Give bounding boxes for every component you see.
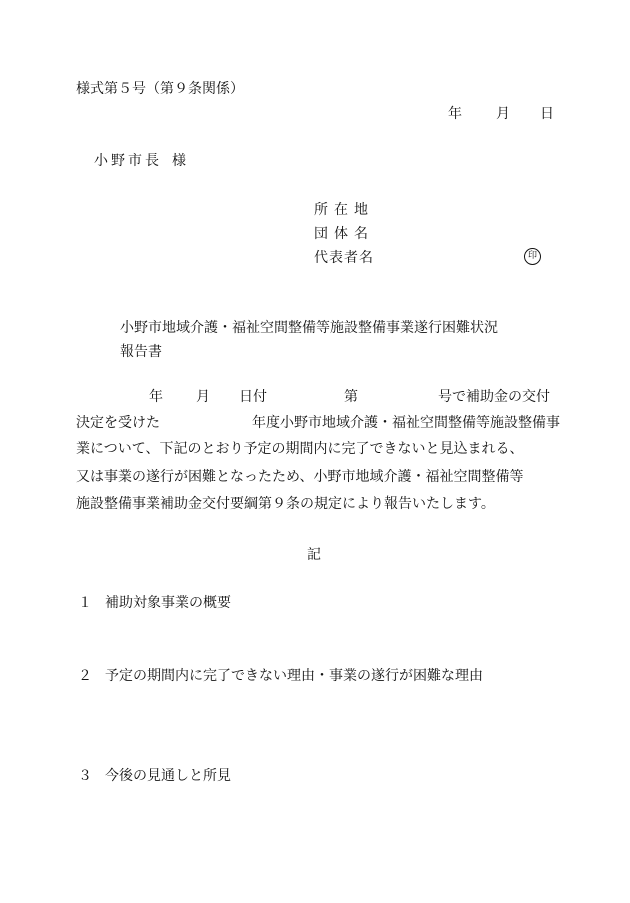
document-title-line2: 報告書 (120, 344, 162, 360)
seal-mark: 印 (524, 248, 541, 265)
body-dated-label: 日付 (239, 389, 267, 405)
form-number: 様式第５号（第９条関係） (76, 81, 244, 97)
body-line1-tail: 号で補助金の交付 (438, 389, 550, 405)
body-line-4: 又は事業の遂行が困難となったため、小野市地域介護・福祉空間整備等 (76, 469, 524, 485)
body-line2-part2: 年度小野市地域介護・福祉空間整備等施設整備事 (252, 415, 560, 431)
date-month-label: 月 (496, 106, 510, 122)
body-line-1 (76, 388, 556, 406)
item-2 (76, 667, 556, 685)
item-text: 予定の期間内に完了できない理由・事業の遂行が困難な理由 (105, 668, 483, 684)
ki-heading: 記 (307, 547, 321, 563)
item-number: ２ (78, 668, 92, 684)
body-month-label: 月 (196, 389, 210, 405)
applicant-address-label: 所在地 (314, 202, 374, 218)
date-day-label: 日 (540, 106, 554, 122)
body-line-3: 業について、下記のとおり予定の期間内に完了できないと見込まれる、 (76, 441, 524, 457)
item-text: 今後の見通しと所見 (105, 768, 231, 784)
date-line (448, 105, 558, 123)
body-dai-label: 第 (344, 389, 358, 405)
date-year-label: 年 (448, 106, 462, 122)
item-number: ３ (78, 768, 92, 784)
addressee-honorific: 様 (172, 153, 189, 169)
item-3 (76, 767, 556, 785)
body-line-2 (76, 414, 560, 432)
item-text: 補助対象事業の概要 (105, 595, 231, 611)
body-year-label: 年 (149, 389, 163, 405)
applicant-representative-label: 代表者名 (314, 250, 374, 266)
item-1 (76, 594, 556, 612)
item-number: １ (78, 595, 92, 611)
addressee (94, 152, 189, 170)
addressee-name: 小野市長 (94, 153, 162, 169)
body-line-5: 施設整備事業補助金交付要綱第９条の規定により報告いたします。 (76, 496, 495, 512)
document-title-line1: 小野市地域介護・福祉空間整備等施設整備事業遂行困難状況 (120, 320, 498, 336)
applicant-organization-label: 団体名 (314, 226, 374, 242)
body-line2-part1: 決定を受けた (76, 415, 160, 431)
